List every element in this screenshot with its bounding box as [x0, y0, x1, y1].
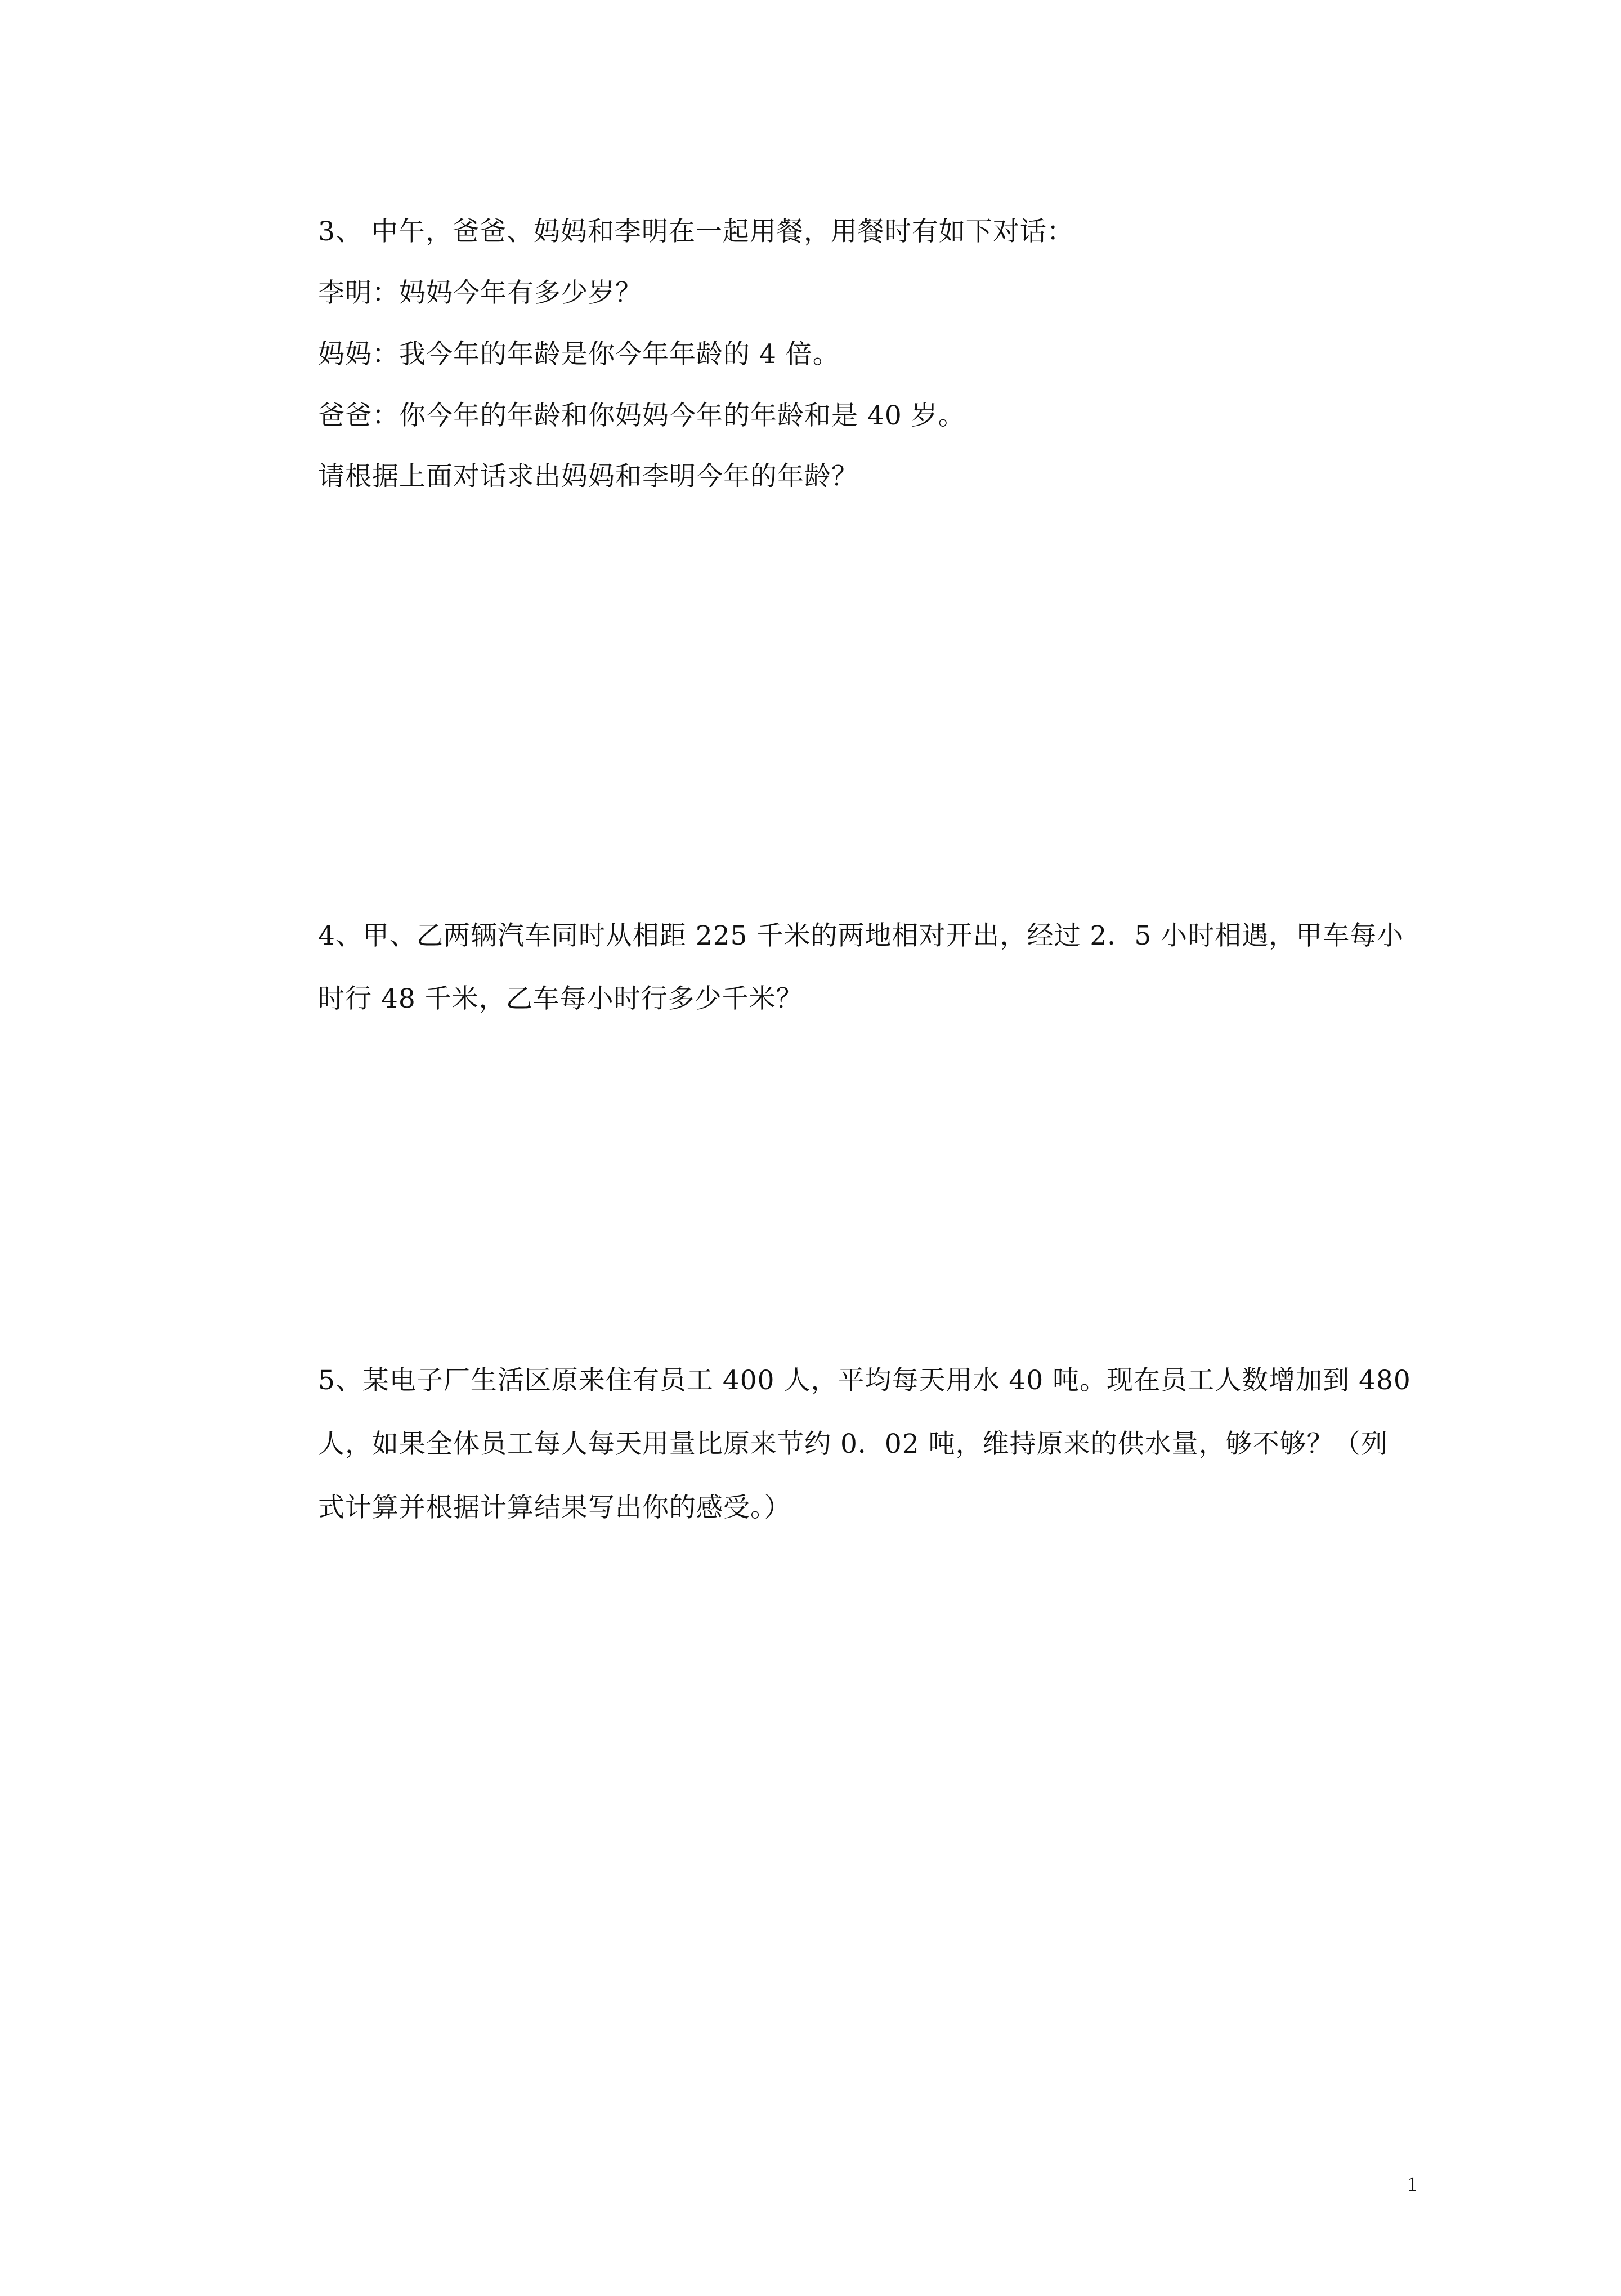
- question-3-line-2: 李明：妈妈今年有多少岁？: [318, 278, 642, 308]
- question-4-line-2: 时行 48 千米，乙车每小时行多少千米？: [318, 983, 803, 1014]
- question-5-line-1: 5、某电子厂生活区原来住有员工 400 人，平均每天用水 40 吨。现在员工人数增加到 480: [318, 1365, 1411, 1396]
- question-3-line-3: 妈妈：我今年的年龄是你今年年龄的 4 倍。: [318, 339, 840, 370]
- question-4-line-1: 4、甲、乙两辆汽车同时从相距 225 千米的两地相对开出，经过 2．5 小时相遇，甲车每小: [318, 920, 1404, 951]
- page-number: 1: [1407, 2173, 1417, 2195]
- question-5-line-2: 人，如果全体员工每人每天用量比原来节约 0．02 吨，维持原来的供水量，够不够？（列: [318, 1429, 1388, 1460]
- question-3-line-5: 请根据上面对话求出妈妈和李明今年的年龄？: [318, 461, 858, 492]
- question-3-line-4: 爸爸：你今年的年龄和你妈妈今年的年龄和是 40 岁。: [318, 400, 965, 431]
- question-5-line-3: 式计算并根据计算结果写出你的感受。）: [318, 1492, 791, 1523]
- question-3-line-1: 3、 中午，爸爸、妈妈和李明在一起用餐，用餐时有如下对话：: [318, 216, 1074, 247]
